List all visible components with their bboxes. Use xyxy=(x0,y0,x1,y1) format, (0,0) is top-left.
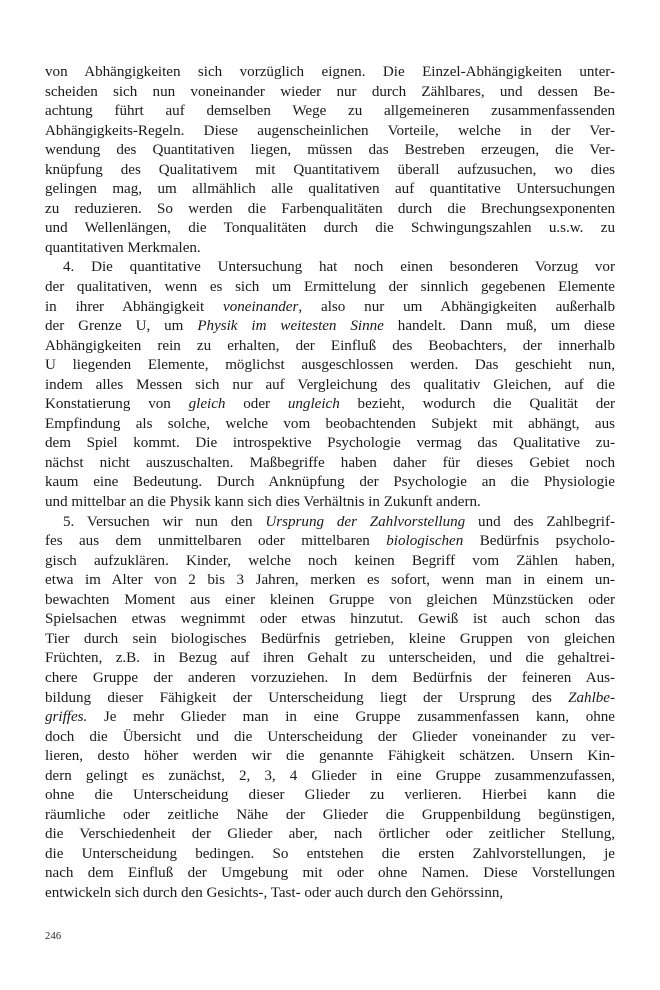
text-line: chere Gruppe der anderen vorzuziehen. In dem Bedürfnis der feineren Aus- xyxy=(45,669,615,686)
text-line: die Unterscheidung bedingen. So entstehen die ersten Zahlvorstellungen, je xyxy=(45,845,615,862)
emphasis-physik-im-weitesten-sinne: Physik im weitesten Sinne xyxy=(197,318,384,335)
emphasis-gleich: gleich xyxy=(188,396,226,413)
text-line: die Verschiedenheit der Glieder aber, nach örtlicher oder zeitlicher Stellung, xyxy=(45,826,615,843)
text-line: und mittelbar an die Physik kann sich dies Verhältnis in Zukunft andern. xyxy=(45,494,481,511)
text-run: fes aus dem unmittelbaren oder mittelbaren xyxy=(45,533,387,550)
text-line: Spielsachen etwas wegnimmt oder etwas hinzutut. Gewiß ist auch schon das xyxy=(45,611,615,628)
text-line: quantitativen Merkmalen. xyxy=(45,239,201,256)
text-line: zu reduzieren. So werden die Farbenqualitäten durch die Brechungsexponenten xyxy=(45,200,615,217)
text-line: Tier durch sein biologisches Bedürfnis getrieben, kleine Gruppen von gleichen xyxy=(45,630,615,647)
text-line: gelingen mag, um allmählich alle qualitativen auf quantitative Untersuchungen xyxy=(45,181,615,198)
emphasis-zahlbegriffes-part2: griffes. xyxy=(45,709,88,726)
text-line: räumliche oder zeitliche Nähe der Glieder die Gruppenbildung begünstigen, xyxy=(45,806,615,823)
text-line: entwickeln sich durch den Gesichts-, Tast- oder auch durch den Gehörssinn, xyxy=(45,884,504,901)
paragraph-4 xyxy=(45,258,615,512)
text-line: der qualitativen, wenn es sich um Ermittelung der sinnlich gegebenen Elemente xyxy=(45,279,615,296)
text-line xyxy=(45,532,615,552)
text-line: von Abhängigkeiten sich vorzüglich eignen. Die Einzel-Abhängigkeiten unter- xyxy=(45,64,615,80)
page-text-body xyxy=(45,63,615,904)
text-run: 5. Versuchen wir nun den xyxy=(63,513,266,530)
text-line: dern gelingt es zunächst, 2, 3, 4 Glieder in eine Gruppe zusammenzufassen, xyxy=(45,767,615,784)
text-line: indem alles Messen sich nur auf Vergleichung des qualitativ Gleichen, auf die xyxy=(45,376,615,393)
text-line: knüpfung des Qualitativem mit Quantitativem überall aufzusuchen, wo dies xyxy=(45,161,615,178)
text-line: gisch aufzuklären. Kinder, welche noch keinen Begriff vom Zählen haben, xyxy=(45,552,615,569)
text-run: Je mehr Glieder man in eine Gruppe zusammenfassen kann, ohne xyxy=(87,709,615,726)
text-line xyxy=(45,317,615,337)
text-line: achtung führt auf demselben Wege zu allgemeineren zusammenfassenden xyxy=(45,103,615,120)
text-line xyxy=(45,513,615,533)
text-line: U liegenden Elemente, möglichst ausgeschlossen werden. Das geschieht nun, xyxy=(45,357,615,374)
paragraph-continued xyxy=(45,63,615,258)
text-line: und Wellenlängen, die Tonqualitäten durch die Schwingungszahlen u.s.w. zu xyxy=(45,220,615,237)
text-line: nach dem Einfluß der Umgebung mit oder ohne Namen. Diese Vorstellungen xyxy=(45,865,615,882)
text-run: Konstatierung von xyxy=(45,396,189,413)
text-line xyxy=(45,689,615,709)
text-run: oder xyxy=(225,396,288,413)
text-line: wendung des Quantitativen liegen, müssen das Bestreben erzeugen, die Ver- xyxy=(45,142,615,159)
emphasis-ungleich: ungleich xyxy=(287,396,340,413)
text-line: kaum eine Bedeutung. Durch Anknüpfung der Psychologie an die Physiologie xyxy=(45,474,615,491)
text-line: bewachten Moment aus einer kleinen Gruppe von gleichen Münzstücken oder xyxy=(45,591,615,608)
text-run: in ihrer Abhängigkeit xyxy=(45,298,224,315)
text-line: nächst nicht auszuschalten. Maßbegriffe haben daher für dieses Gebiet noch xyxy=(45,454,615,471)
text-run: Bedürfnis psycholo- xyxy=(463,533,616,550)
text-run: der Grenze U, um xyxy=(45,318,198,335)
text-line: scheiden sich nun voneinander wieder nur durch Zählbares, und dessen Be- xyxy=(45,83,615,100)
text-line: Abhängigkeits-Regeln. Diese augenscheinlichen Vorteile, welche in der Ver- xyxy=(45,122,615,139)
text-line: dem Spiel kommt. Die introspektive Psychologie vermag das Qualitative zu- xyxy=(45,435,615,452)
emphasis-ursprung-der-zahlvorstellung: Ursprung der Zahlvorstellung xyxy=(265,513,466,530)
text-line xyxy=(45,298,615,318)
text-run: handelt. Dann muß, um diese xyxy=(383,318,615,335)
text-line: Früchten, z.B. in Bezug auf ihren Gehalt zu unterscheiden, und die gehaltrei- xyxy=(45,650,615,667)
paragraph-5 xyxy=(45,513,615,904)
emphasis-zahlbegriffes-part1: Zahlbe- xyxy=(568,689,615,706)
page-number: 246 xyxy=(45,931,62,942)
text-line: 4. Die quantitative Untersuchung hat noch einen besonderen Vorzug vor xyxy=(63,259,615,276)
text-line: lieren, desto höher werden wir die genannte Fähigkeit schätzen. Unsern Kin- xyxy=(45,748,615,765)
emphasis-voneinander: voneinander xyxy=(223,298,299,315)
text-run: bezieht, wodurch die Qualität der xyxy=(339,396,615,413)
text-run: bildung dieser Fähigkeit der Unterscheidung liegt der Ursprung des xyxy=(45,689,569,706)
text-line: ohne die Unterscheidung dieser Glieder zu verlieren. Hierbei kann die xyxy=(45,787,615,804)
text-line: doch die Übersicht und die Unterscheidung der Glieder voneinander zu ver- xyxy=(45,728,615,745)
text-line: Empfindung als solche, welche vom beobachtenden Subjekt mit abhängt, aus xyxy=(45,415,615,432)
text-run: und des Zahlbegrif- xyxy=(465,513,615,530)
text-line xyxy=(45,395,615,415)
text-run: , also nur um Abhängigkeiten außerhalb xyxy=(298,298,615,315)
emphasis-biologischen: biologischen xyxy=(386,533,464,550)
text-line: etwa im Alter von 2 bis 3 Jahren, merken es sofort, wenn man in einem un- xyxy=(45,572,615,589)
text-line: Abhängigkeiten rein zu erhalten, der Einfluß des Beobachters, der innerhalb xyxy=(45,337,615,354)
text-line xyxy=(45,708,615,728)
